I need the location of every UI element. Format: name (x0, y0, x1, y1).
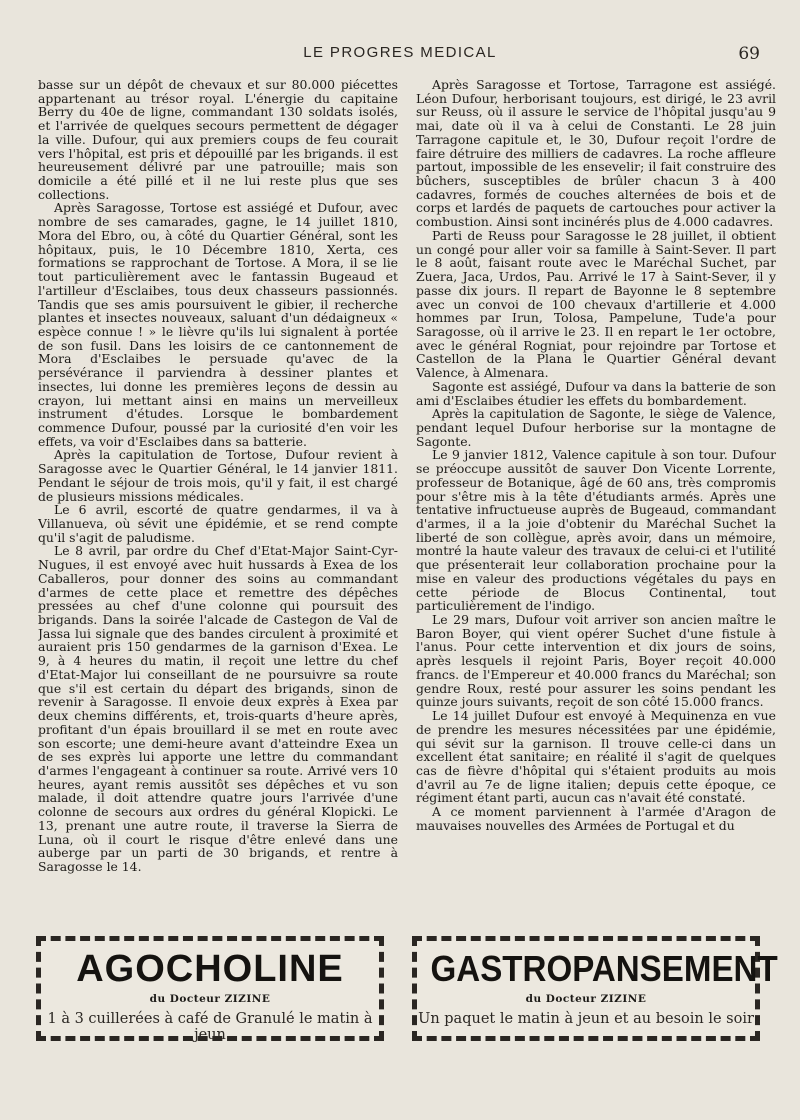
paragraph: Après la capitulation de Tortose, Dufour revient à Saragosse avec le Quartier Général, le 14 janvier 1811. Pendant le séjour de trois mois, qu'il y fait, il est chargé de plusieurs missions médicales. (38, 447, 398, 504)
ad-author: du Docteur ZIZINE (525, 993, 647, 1005)
paragraph: basse sur un dépôt de chevaux et sur 80.000 piécettes appartenant au trésor royal. L'énergie du capitaine Berry du 40e de ligne, commandant 130 soldats isolés, et l'arrivée de quelques secours permettent de dégager la ville. Dufour, qui aux premiers coups de feu courait vers l'hôpital, est pris et dépouillé par les brigands. il est heureusement délivré par une patrouille; mais son domicile a été pillé et il ne lui reste plus que ses collections. (38, 78, 398, 202)
ad-author: du Docteur ZIZINE (149, 993, 271, 1005)
advertisement-agocholine (36, 936, 384, 1041)
paragraph: Le 8 avril, par ordre du Chef d'Etat-Major Saint-Cyr-Nugues, il est envoyé avec huit hussards à Exea de los Caballeros, pour donner des soins au commandant d'armes de cette place et remettre des dépêches pressées au chef d'une colonne qui poursuit des brigands. Dans la soirée l'alcade de Castegon de Val de Jassa lui signale que des bandes circulent à proximité et auraient pris 150 gendarmes de la garnison d'Exea. Le 9, à 4 heures du matin, il reçoit une lettre du chef d'Etat-Major lui conseillant de ne poursuivre sa route que s'il est certain du départ des brigands, sinon de revenir à Saragosse. Il envoie deux exprès à Exea par deux chemins différents, et, trois-quarts d'heure après, profitant d'un épais brouillard il se met en route avec son escorte; une demi-heure avant d'atteindre Exea un de ses exprès lui apporte une lettre du commandant d'armes l'engageant à continuer sa route. Arrivé vers 10 heures, ayant remis aussitôt ses dépêches et vu son malade, il doit attendre quatre jours l'arrivée d'une colonne de secours aux ordres du général Klopicki. Le 13, prenant une autre route, il traverse la Sierra de Luna, où il court le risque d'être enlevé dans une auberge par un parti de 30 brigands, et rentre à Saragosse le 14. (38, 543, 398, 874)
advertisement-gastropansement (412, 936, 778, 1041)
paragraph: A ce moment parviennent à l'armée d'Aragon de mauvaises nouvelles des Armées de Portugal et du (416, 804, 776, 833)
paragraph: Après la capitulation de Sagonte, le siège de Valence, pendant lequel Dufour herborise sur la montagne de Sagonte. (416, 406, 776, 449)
right-column (416, 78, 776, 890)
paragraph: Le 9 janvier 1812, Valence capitule à son tour. Dufour se préoccupe aussitôt de sauver Don Vicente Lorrente, professeur de Botanique, âgé de 60 ans, très compromis pour s'être mis à la tête d'étudiants armés. Après une tentative infructueuse auprès de Bugeaud, commandant d'armes, il a la joie d'obtenir du Maréchal Suchet la liberté de son collègue, après avoir, dans un mémoire, montré la haute valeur des travaux de celui-ci et l'utilité que présenterait leur collaboration prochaine pour la mise en valeur des productions végétales du pays en cette période de Blocus Continental, tout particulièrement de l'indigo. (416, 447, 776, 614)
journal-title: LE PROGRES MEDICAL (303, 44, 497, 61)
ad-brand-name: GASTROPANSEMENT (430, 948, 778, 989)
page-number: 69 (738, 44, 760, 64)
left-column (38, 78, 398, 890)
ad-brand-name: AGOCHOLINE (76, 948, 344, 990)
paragraph: Sagonte est assiégé, Dufour va dans la batterie de son ami d'Esclaibes étudier les effets du bombardement. (416, 378, 776, 408)
ad-tagline: 1 à 3 cuillerées à café de Granulé le matin à jeun (47, 1011, 373, 1043)
paragraph: Le 29 mars, Dufour voit arriver son ancien maître le Baron Boyer, qui vient opérer Suchet d'une fistule à l'anus. Pour cette intervention et dix jours de soins, après lesquels il rejoint Paris, Boyer reçoit 40.000 francs. de l'Empereur et 40.000 francs du Maréchal; son gendre Roux, resté pour assurer les soins pendant les quinze jours suivants, reçoit de son côté 15.000 francs. (416, 612, 776, 710)
paragraph: Le 6 avril, escorté de quatre gendarmes, il va à Villanueva, où sévit une épidémie, et se rend compte qu'il s'agit de paludisme. (38, 502, 398, 545)
page-header (0, 44, 800, 68)
paragraph: Le 14 juillet Dufour est envoyé à Mequinenza en vue de prendre les mesures nécessitées par une épidémie, qui sévit sur la garnison. Il trouve celle-ci dans un excellent état sanitaire; en réalité il s'agit de quelques cas de fièvre d'hôpital qui s'étaient produits au mois d'avril au 7e de ligne italien; depuis cette époque, ce régiment étant parti, aucun cas n'avait été constaté. (416, 708, 776, 806)
paragraph: Parti de Reuss pour Saragosse le 28 juillet, il obtient un congé pour aller voir sa famille à Saint-Sever. Il part le 8 août, faisant route avec le Maréchal Suchet, par Zuera, Jaca, Urdos, Pau. Arrivé le 17 à Saint-Sever, il y passe dix jours. Il repart de Bayonne le 8 septembre avec un convoi de 100 chevaux d'artillerie et 4.000 hommes par Irun, Tolosa, Pampelune, Tude'a pour Saragosse, où il arrive le 23. Il en repart le 1er octobre, avec le général Rogniat, pour rejoindre par Tortose et Castellon de la Plana le Quartier Général devant Valence, à Almenara. (416, 227, 776, 381)
paragraph: Après Saragosse et Tortose, Tarragone est assiégé. Léon Dufour, herborisant toujours, est dirigé, le 23 avril sur Reuss, où il assure le service de l'hôpital jusqu'au 9 mai, date où il va à celui de Constanti. Le 28 juin Tarragone capitule et, le 30, Dufour reçoit l'ordre de faire détruire des milliers de cadavres. La roche affleure partout, impossible de les ensevelir; il fait construire des bûchers, susceptibles de brûler chacun 3 à 400 cadavres, formés de couches alternées de bois et de corps et lardés de paquets de cartouches pour activer la combustion. Ainsi sont incinérés plus de 4.000 cadavres. (416, 78, 776, 230)
paragraph: Après Saragosse, Tortose est assiégé et Dufour, avec nombre de ses camarades, gagne, le 14 juillet 1810, Mora del Ebro, ou, à côté du Quartier Général, sont les hôpitaux, puis, le 10 Décembre 1810, Xerta, ces formations se rapprochant de Tortose. A Mora, il se lie tout particulièrement avec le fantassin Bugeaud et l'artilleur d'Esclaibes, tous deux chasseurs passionnés. Tandis que ses amis poursuivent le gibier, il recherche plantes et insectes nouveaux, saluant d'un dédaigneux « espèce connue ! » le lièvre qu'ils lui signalent à portée de son fusil. Dans les loisirs de ce cantonnement de Mora d'Esclaibes le persuade qu'avec de la persévérance il parviendra à dessiner plantes et insectes, lui donne les premières leçons de dessin au crayon, lui mettant ainsi en mains un merveilleux instrument d'études. Lorsque le bombardement commence Dufour, poussé par la curiosité d'en voir les effets, va voir d'Esclaibes dans sa batterie. (38, 200, 398, 449)
ad-tagline: Un paquet le matin à jeun et au besoin le soir (418, 1011, 754, 1027)
